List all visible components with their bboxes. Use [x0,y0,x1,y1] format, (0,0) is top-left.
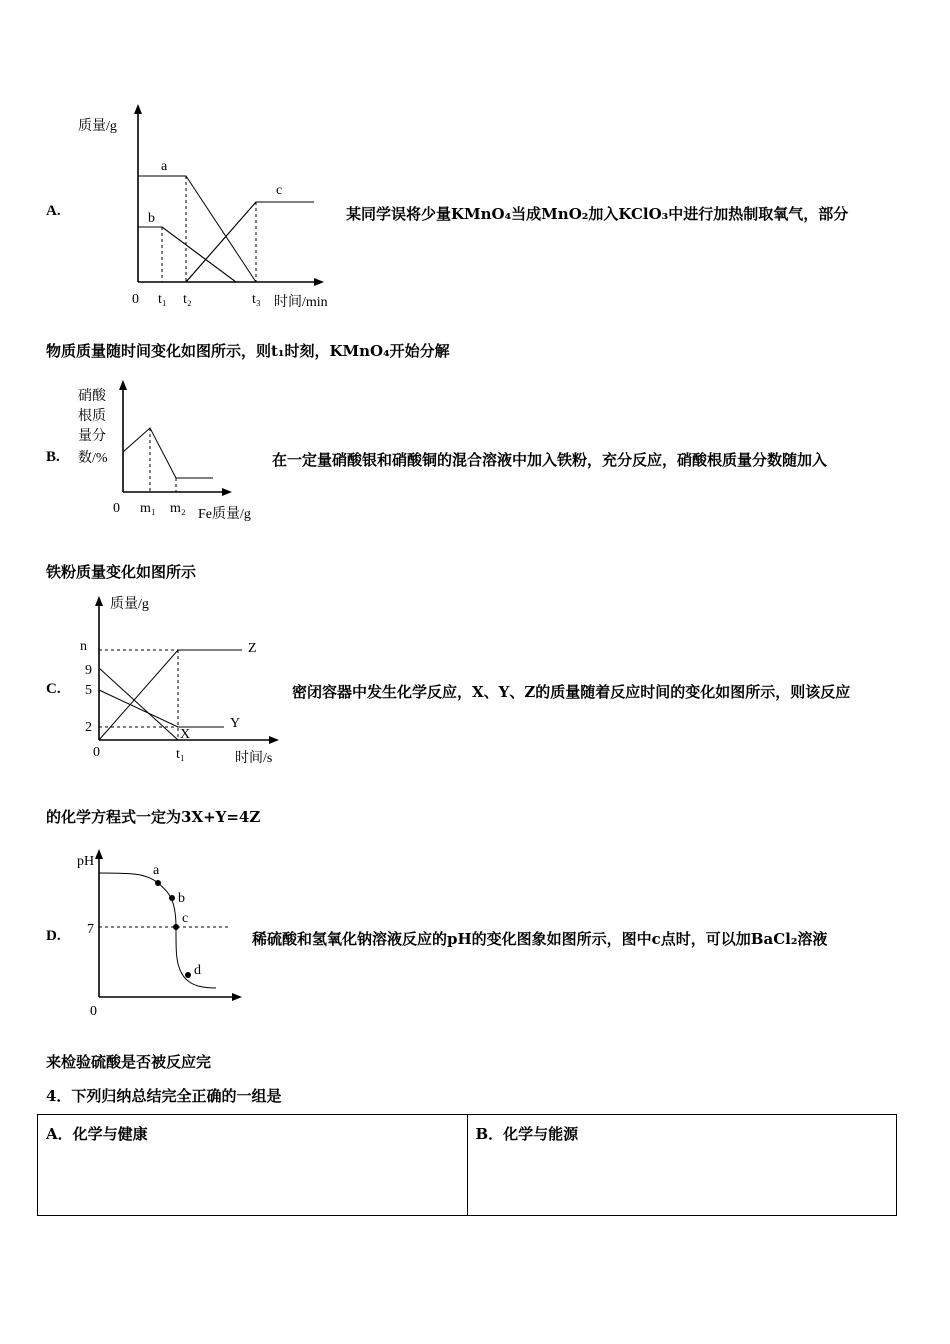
series-c-line [186,202,314,282]
ytick-7: 7 [87,922,94,937]
chart-a-origin: 0 [132,292,139,307]
series-z-label: Z [248,641,257,656]
chart-c [70,590,295,770]
chart-c-xlabel: 时间/s [235,751,273,766]
chart-d-ylabel: pH [77,854,95,869]
chart-b-xlabel: Fe质量/g [198,507,251,522]
series-a-line [138,176,256,282]
chart-d-x-arrow [232,993,242,1001]
chart-c-ylabel: 质量/g [110,597,149,612]
option-c-text-2: 的化学方程式一定为3X+Y=4Z [46,808,261,826]
option-d-text-2: 来检验硫酸是否被反应完 [46,1053,212,1071]
option-a-label: A. [46,203,61,219]
series-x-label: X [180,727,191,742]
option-c-label: C. [46,681,61,697]
ytick-n: n [80,639,87,654]
chart-a-ylabel: 质量/g [78,119,117,134]
option-b-label: B. [46,449,60,465]
point-a [155,880,161,886]
chart-b-y-arrow [119,380,127,390]
point-d [185,972,191,978]
option-c-text-1: 密闭容器中发生化学反应，X、Y、Z的质量随着反应时间的变化如图所示，则该反应 [292,683,851,701]
option-d-text-1: 稀硫酸和氢氧化钠溶液反应的pH的变化图象如图所示，图中c点时，可以加BaCl₂溶液 [252,930,828,948]
option-b-text-1: 在一定量硝酸银和硝酸铜的混合溶液中加入铁粉，充分反应，硝酸根质量分数随加入 [272,451,828,469]
chart-c-x-arrow [269,736,279,744]
tick-t1: t₁ [158,292,167,307]
chart-b-origin: 0 [113,501,120,516]
table-row [38,1115,897,1216]
answer-table [37,1114,897,1216]
chart-b-ylabel-4: 数/% [78,451,108,466]
ytick-9: 9 [85,663,92,678]
chart-b-ylabel-3: 量分 [78,429,106,444]
chart-b [70,378,270,526]
series-a-label: a [161,159,168,174]
series-b-line [138,227,236,282]
option-a-text-1: 某同学误将少量KMnO₄当成MnO₂加入KClO₃中进行加热制取氧气，部分 [346,205,849,223]
tick-t2: t₂ [183,292,192,307]
chart-d-origin: 0 [90,1004,97,1019]
point-b-label: b [178,891,185,906]
chart-c-y-arrow [95,596,103,606]
option-b-text-2: 铁粉质量变化如图所示 [46,563,197,581]
option-a-text-2: 物质质量随时间变化如图所示，则t₁时刻，KMnO₄开始分解 [46,342,450,360]
series-x-line [99,668,178,740]
chart-d-y-arrow [95,849,103,859]
chart-a-x-arrow [314,278,324,286]
xtick-t1: t₁ [176,747,185,762]
series-y-line [99,690,224,727]
chart-a-xlabel: 时间/min [274,295,328,310]
chart-b-ylabel-2: 根质 [78,409,106,424]
chart-a [70,100,350,315]
nitrate-line [123,428,213,478]
chart-a-y-arrow [134,104,142,114]
chart-c-origin: 0 [93,745,100,760]
series-b-label: b [148,211,155,226]
series-y-label: Y [230,716,241,731]
option-d-label: D. [46,928,61,944]
point-d-label: d [194,963,201,978]
table-cell-b: B．化学与能源 [467,1115,897,1216]
chart-b-ylabel-1: 硝酸 [78,389,106,404]
table-cell-a: A．化学与健康 [38,1115,468,1216]
point-a-label: a [153,863,160,878]
ytick-2: 2 [85,720,92,735]
ytick-5: 5 [85,683,92,698]
tick-m2: m₂ [170,501,186,516]
chart-b-x-arrow [222,488,232,496]
question-4-title: 4．下列归纳总结完全正确的一组是 [46,1087,282,1105]
point-b [169,895,175,901]
point-c [173,924,179,930]
tick-t3: t₃ [252,292,261,307]
series-c-label: c [276,183,283,198]
tick-m1: m₁ [140,501,156,516]
point-c-label: c [182,911,189,926]
chart-d [70,845,255,1023]
